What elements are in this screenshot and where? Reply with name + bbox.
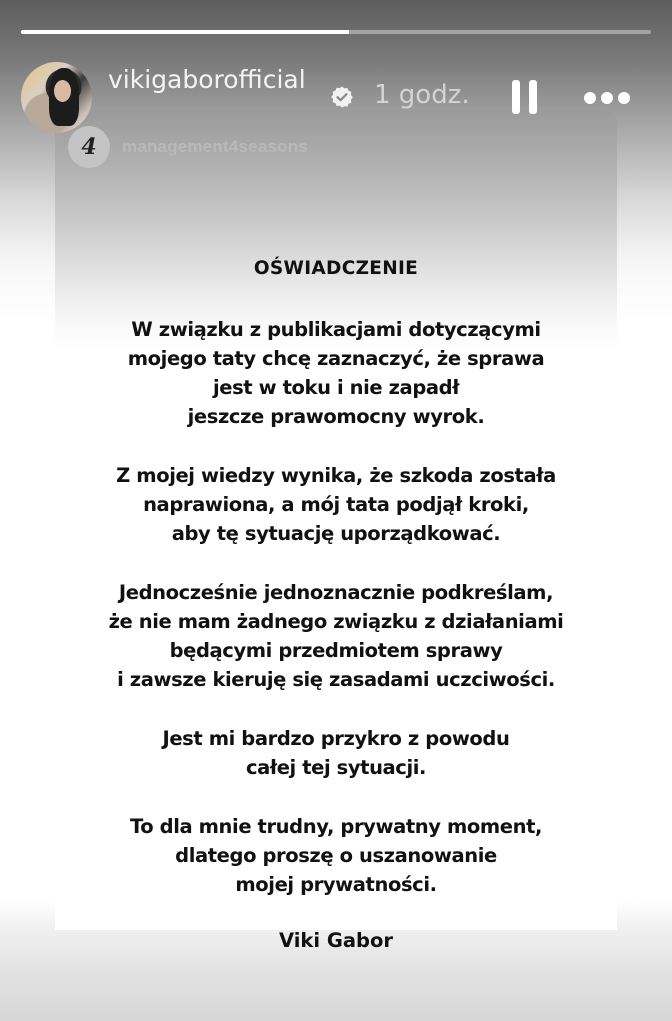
statement-signature: Viki Gabor [278,929,393,952]
statement-line: W związku z publikacjami dotyczącymi [131,318,541,341]
statement-line: Jest mi bardzo przykro z powodu [162,727,510,750]
statement-line: całej tej sytuacji. [245,756,427,779]
source-username[interactable]: management4seasons [122,137,308,156]
more-dot-icon [601,92,613,104]
verified-badge-icon [330,85,354,109]
pause-button[interactable] [512,80,540,114]
source-avatar-text: 4 [81,134,97,160]
statement-paragraph-3 [55,578,617,694]
statement-paragraph-1 [55,315,617,431]
statement-text [55,258,617,952]
statement-paragraph-4 [55,724,617,782]
story-header [0,60,672,140]
statement-line: aby tę sytuację uporządkować. [171,522,501,545]
statement-line: Z mojej wiedzy wynika, że szkoda została [116,464,556,487]
statement-line: że nie mam żadnego związku z działaniami [108,610,564,633]
more-options-button[interactable] [584,90,632,106]
statement-line: i zawsze kieruję się zasadami uczciwości. [117,668,555,691]
statement-line: Jednocześnie jednoznacznie podkreślam, [118,581,554,604]
statement-line: mojej prywatności. [235,873,437,896]
more-dot-icon [618,92,630,104]
more-dot-icon [584,92,596,104]
pause-icon-bar-right [529,80,537,114]
statement-paragraph-5 [55,812,617,899]
pause-icon-bar-left [512,80,520,114]
story-progress-bar [21,30,651,34]
shared-post-card[interactable] [55,110,617,952]
statement-line: naprawiona, a mój tata podjął kroki, [143,493,529,516]
statement-line: mojego taty chcę zaznaczyć, że sprawa [127,347,545,370]
avatar-face-shape [54,80,71,102]
statement-line: To dla mnie trudny, prywatny moment, [129,815,543,838]
statement-line: jest w toku i nie zapadł [212,376,460,399]
author-username[interactable]: vikigaborofficial [108,65,306,94]
post-time: 1 godz. [374,80,470,110]
statement-line: będącymi przedmiotem sprawy [169,639,503,662]
author-avatar[interactable] [21,62,92,133]
statement-paragraph-2 [55,461,617,548]
story-progress-fill [21,30,349,34]
statement-title: OŚWIADCZENIE [253,258,419,279]
statement-line: dlatego proszę o uszanowanie [175,844,497,867]
statement-line: jeszcze prawomocny wyrok. [187,405,485,428]
